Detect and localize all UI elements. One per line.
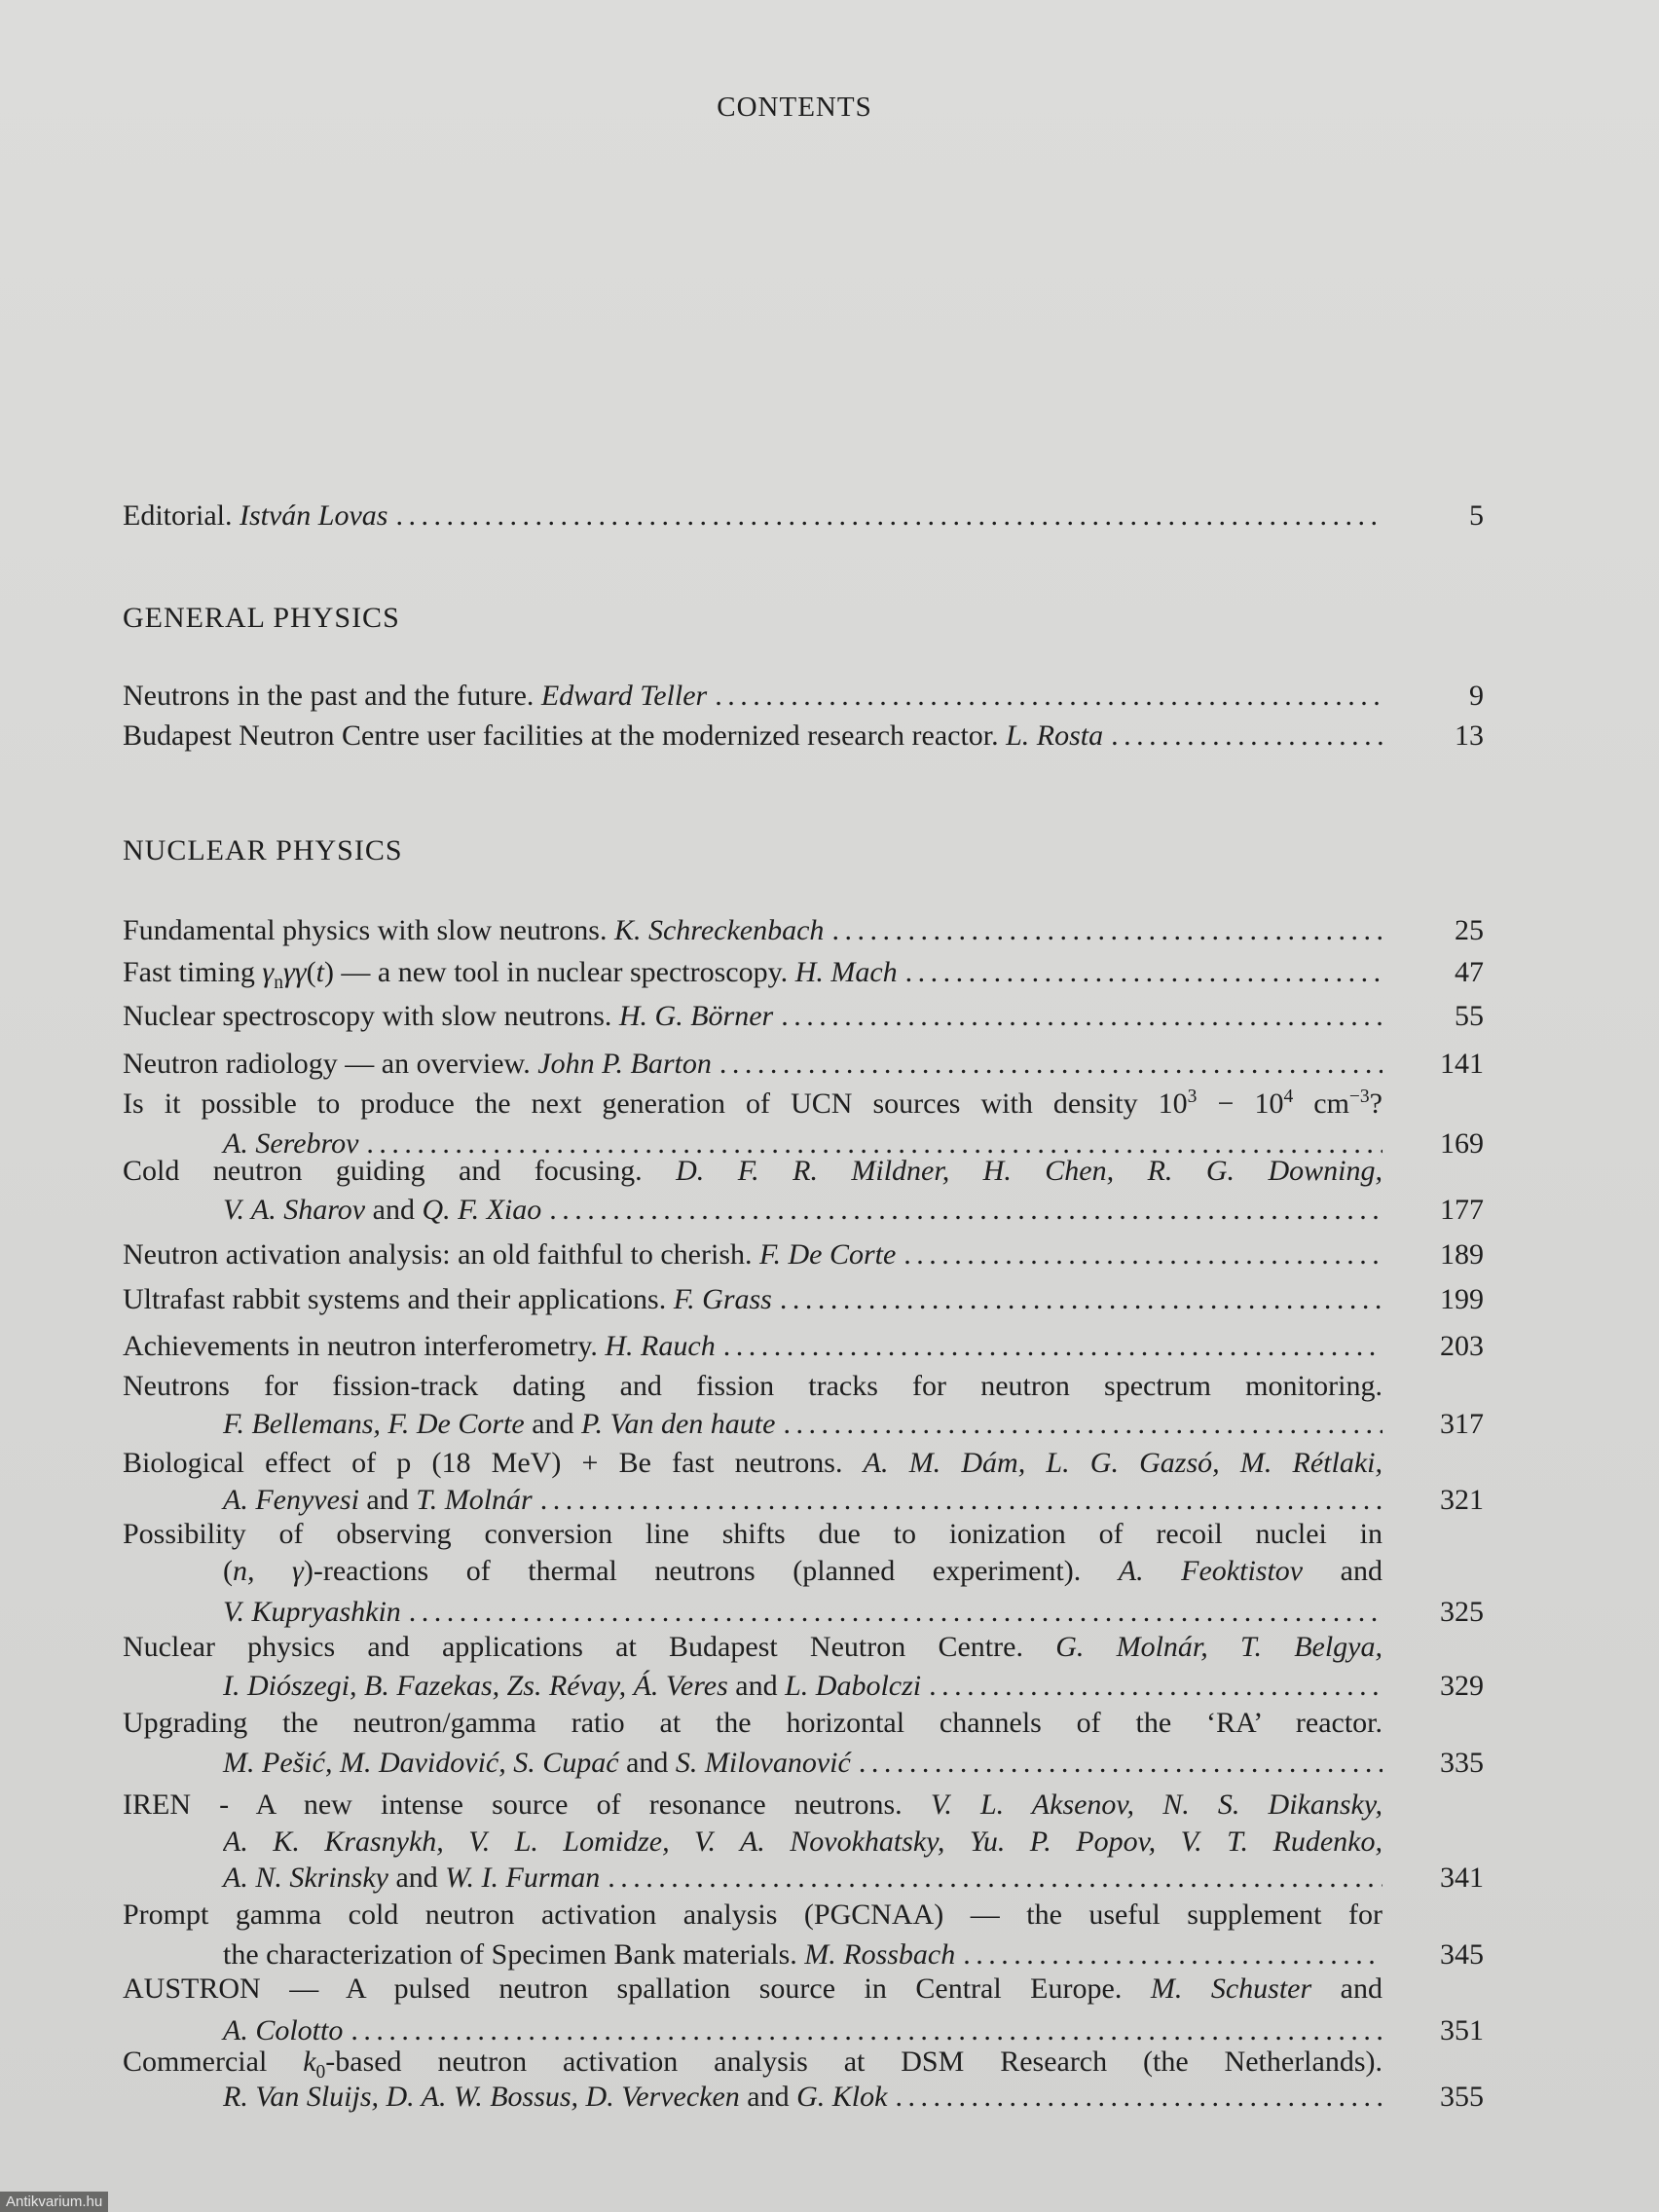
toc-entry-line-with-leader	[223, 1859, 1382, 1898]
entry-italic-text: H. Rauch	[605, 1330, 716, 1362]
entry-text-part: Budapest Neutron Centre user facilities at the modernized research reactor.	[123, 719, 1007, 752]
entry-text-part: Cold neutron guiding and focusing.	[123, 1155, 677, 1187]
dot-leader	[895, 2078, 1382, 2117]
entry-italic-text: I. Diószegi, B. Fazekas, Zs. Révay, Á. Veres	[223, 1670, 728, 1702]
page-number: 317	[1440, 1408, 1484, 1440]
entry-text	[123, 1447, 1382, 1479]
entry-text-part: Neutrons in the past and the future.	[123, 680, 541, 712]
entry-text	[123, 1327, 716, 1366]
dot-leader	[831, 911, 1382, 950]
entry-text	[223, 1744, 851, 1783]
entry-text-part: Nuclear spectroscopy with slow neutrons.	[123, 1000, 619, 1032]
page-number: 341	[1440, 1862, 1484, 1894]
entry-text-part: and	[739, 2081, 797, 2113]
toc-entry-line-with-leader	[223, 1593, 1382, 1632]
entry-italic-text: k	[303, 2046, 316, 2078]
entry-text	[123, 997, 773, 1036]
entry-text-part: Ultrafast rabbit systems and their applications.	[123, 1283, 674, 1315]
entry-text	[123, 1280, 772, 1319]
entry-text-part: 4	[1283, 1087, 1294, 1107]
toc-entry-line-with-leader	[223, 2078, 1382, 2117]
toc-entry-line	[223, 1823, 1382, 1862]
entry-text	[223, 1859, 600, 1898]
entry-text	[123, 953, 898, 992]
page-number: 345	[1440, 1938, 1484, 1971]
dot-leader	[783, 1405, 1382, 1444]
entry-text-part: Prompt gamma cold neutron activation analysis (PGCNAA) — the useful supplement for	[123, 1899, 1382, 1931]
entry-italic-text: A. M. Dám, L. G. Gazsó, M. Rétlaki,	[863, 1447, 1382, 1479]
dot-leader	[859, 1744, 1382, 1783]
page-number: 5	[1469, 499, 1484, 532]
toc-entry-line-with-leader	[223, 1191, 1382, 1230]
page-number: 177	[1440, 1194, 1484, 1226]
entry-text	[123, 2046, 1382, 2082]
toc-entry-line-with-leader	[123, 911, 1382, 950]
dot-leader	[540, 1481, 1382, 1520]
page-number: 47	[1455, 956, 1484, 988]
entry-text-part: Biological effect of p (18 MeV) + Be fast neutrons.	[123, 1447, 864, 1479]
entry-text	[223, 1191, 541, 1230]
entry-text	[223, 1825, 1382, 1858]
page-number: 169	[1440, 1127, 1484, 1160]
dot-leader	[723, 1327, 1382, 1366]
dot-leader	[781, 997, 1382, 1036]
toc-entry-line-with-leader	[123, 1280, 1382, 1319]
entry-italic-text: W. I. Furman	[445, 1862, 601, 1894]
entry-text-part: Fast timing	[123, 956, 263, 988]
dot-leader	[719, 1045, 1382, 1084]
entry-text	[223, 1555, 1382, 1587]
entry-text	[123, 717, 1103, 756]
entry-italic-text: n, γ	[233, 1555, 304, 1587]
entry-text	[223, 2078, 887, 2117]
entry-text	[123, 677, 707, 716]
dot-leader	[409, 1593, 1382, 1632]
entry-italic-text: Edward Teller	[540, 680, 708, 712]
entry-text-part: Is it possible to produce the next generation of UCN sources with density 10	[123, 1088, 1188, 1120]
entry-text-part: Achievements in neutron interferometry.	[123, 1330, 606, 1362]
entry-italic-text: P. Van den haute	[581, 1408, 776, 1440]
entry-italic-text: V. Kupryashkin	[223, 1596, 401, 1628]
page-number: 203	[1440, 1330, 1484, 1362]
entry-italic-text: M. Rossbach	[804, 1938, 956, 1971]
entry-italic-text: S. Milovanović	[675, 1747, 851, 1779]
entry-italic-text: M. Schuster	[1150, 1972, 1312, 2005]
entry-text-part: and	[727, 1670, 786, 1702]
entry-text-part: and	[365, 1194, 423, 1226]
entry-italic-text: A. Feoktistov	[1118, 1555, 1304, 1587]
dot-leader	[905, 953, 1382, 992]
toc-entry-line	[223, 1552, 1382, 1591]
toc-entry-line	[123, 1896, 1382, 1935]
page-number: 351	[1440, 2014, 1484, 2046]
entry-text	[123, 1899, 1382, 1931]
entry-text-part: 3	[1187, 1087, 1198, 1107]
entry-text	[223, 1593, 401, 1632]
toc-entry-line-with-leader	[123, 1045, 1382, 1084]
entry-text-part: (	[306, 956, 316, 988]
entry-text-part: and	[358, 1484, 417, 1516]
entry-text-part: Editorial.	[123, 499, 240, 532]
entry-text-part: the characterization of Specimen Bank materials.	[223, 1938, 805, 1971]
page-number: 335	[1440, 1747, 1484, 1779]
entry-italic-text: R. Van Sluijs, D. A. W. Bossus, D. Vervecken	[223, 2081, 740, 2113]
toc-entry-line-with-leader	[123, 953, 1382, 992]
toc-entry-line	[123, 2043, 1382, 2082]
entry-text-part: Fundamental physics with slow neutrons.	[123, 914, 614, 946]
entry-text-part: Neutron activation analysis: an old faithful to cherish.	[123, 1238, 759, 1271]
dot-leader	[903, 1235, 1382, 1274]
page-number: 55	[1455, 1000, 1484, 1032]
page-number: 13	[1455, 719, 1484, 752]
entry-text	[223, 1667, 921, 1706]
entry-italic-text: γγ	[282, 956, 307, 988]
entry-text	[123, 1518, 1382, 1550]
toc-entry-line-with-leader	[123, 997, 1382, 1036]
entry-italic-text: G. Molnár, T. Belgya,	[1055, 1631, 1382, 1663]
page-number: 321	[1440, 1484, 1484, 1516]
toc-entry-line	[123, 1628, 1382, 1667]
entry-text-part: − 10	[1197, 1088, 1284, 1120]
page-number: 325	[1440, 1596, 1484, 1628]
entry-text-part: -based neutron activation analysis at DSM Research (the Netherlands).	[325, 2046, 1382, 2078]
entry-text	[123, 497, 387, 535]
section-heading-nuclear-physics: NUCLEAR PHYSICS	[123, 834, 403, 866]
entry-italic-text: H. G. Börner	[618, 1000, 774, 1032]
toc-entry-line	[123, 1444, 1382, 1483]
page-title: CONTENTS	[717, 92, 872, 123]
page-number: 141	[1440, 1048, 1484, 1080]
entry-italic-text: A. N. Skrinsky	[223, 1862, 388, 1894]
entry-text	[223, 1936, 955, 1974]
entry-text-part: Commercial	[123, 2046, 304, 2078]
entry-text-part: 0	[315, 2062, 326, 2082]
entry-text	[223, 1405, 775, 1444]
page-number: 355	[1440, 2081, 1484, 2113]
entry-italic-text: L. Dabolczi	[785, 1670, 922, 1702]
entry-text-part: Nuclear physics and applications at Budapest Neutron Centre.	[123, 1631, 1056, 1663]
entry-text-part: Possibility of observing conversion line shifts due to ionization of recoil nuclei in	[123, 1518, 1382, 1550]
entry-italic-text: F. Bellemans, F. De Corte	[223, 1408, 525, 1440]
entry-text	[123, 1045, 712, 1084]
toc-entry-line	[123, 1704, 1382, 1743]
entry-italic-text: John P. Barton	[537, 1048, 712, 1080]
toc-entry-line-with-leader	[223, 1481, 1382, 1520]
entry-italic-text: M. Pešić, M. Davidović, S. Cupać	[223, 1747, 619, 1779]
dot-leader	[963, 1936, 1382, 1974]
entry-text-part: −3	[1348, 1087, 1370, 1107]
entry-italic-text: A. Colotto	[223, 2014, 344, 2046]
entry-italic-text: F. Grass	[673, 1283, 772, 1315]
entry-italic-text: F. De Corte	[759, 1238, 897, 1271]
toc-entry-line	[123, 1152, 1382, 1191]
entry-text-part: ) — a new tool in nuclear spectroscopy.	[323, 956, 795, 988]
entry-text-part: and	[524, 1408, 582, 1440]
entry-text	[223, 1481, 533, 1520]
entry-text-part: Neutrons for fission-track dating and fission tracks for neutron spectrum monitoring.	[123, 1370, 1382, 1402]
toc-entry-line-with-leader	[223, 1405, 1382, 1444]
entry-text	[123, 911, 824, 950]
toc-entry-line	[123, 1515, 1382, 1554]
entry-text-part: ?	[1369, 1088, 1382, 1120]
page-number: 329	[1440, 1670, 1484, 1702]
page-number: 199	[1440, 1283, 1484, 1315]
entry-italic-text: T. Molnár	[416, 1484, 533, 1516]
dot-leader	[1111, 717, 1382, 756]
entry-text-part: cm	[1293, 1088, 1349, 1120]
page-number: 189	[1440, 1238, 1484, 1271]
entry-text-part: n	[274, 973, 283, 993]
page-number: 9	[1469, 680, 1484, 712]
entry-italic-text: t	[315, 956, 324, 988]
toc-entry-line-with-leader	[223, 1667, 1382, 1706]
entry-italic-text: V. A. Sharov	[223, 1194, 366, 1226]
dot-leader	[780, 1280, 1382, 1319]
entry-text-part: IREN - A new intense source of resonance neutrons.	[123, 1788, 931, 1821]
entry-text-part: Upgrading the neutron/gamma ratio at the horizontal channels of the ‘RA’ reactor.	[123, 1707, 1382, 1739]
entry-text	[123, 1707, 1382, 1739]
entry-italic-text: V. L. Aksenov, N. S. Dikansky,	[930, 1788, 1382, 1821]
toc-entry-line-with-leader	[123, 717, 1382, 756]
entry-italic-text: A. K. Krasnykh, V. L. Lomidze, V. A. Novokhatsky, Yu. P. Popov, V. T. Rudenko,	[223, 1825, 1382, 1858]
entry-text-part: AUSTRON — A pulsed neutron spallation source in Central Europe.	[123, 1972, 1151, 2005]
dot-leader	[395, 497, 1382, 535]
entry-text	[123, 1088, 1382, 1120]
toc-entry-line	[123, 1367, 1382, 1406]
page-number: 25	[1455, 914, 1484, 946]
toc-entry-line-with-leader	[123, 497, 1382, 535]
entry-italic-text: István Lovas	[239, 499, 388, 532]
toc-entry-line	[123, 1085, 1382, 1124]
dot-leader	[929, 1667, 1382, 1706]
entry-italic-text: γ	[262, 956, 275, 988]
dot-leader	[549, 1191, 1382, 1230]
section-heading-general-physics: GENERAL PHYSICS	[123, 602, 400, 634]
entry-italic-text: H. Mach	[794, 956, 898, 988]
toc-entry-line-with-leader	[123, 677, 1382, 716]
toc-entry-line-with-leader	[223, 1936, 1382, 1974]
toc-entry-line-with-leader	[223, 1744, 1382, 1783]
entry-text	[123, 1155, 1382, 1187]
entry-text-part: and	[1311, 1972, 1382, 2005]
toc-entry-line-with-leader	[123, 1327, 1382, 1366]
entry-text	[123, 1631, 1382, 1663]
toc-entry-line	[123, 1786, 1382, 1825]
entry-text	[123, 1972, 1382, 2005]
entry-text-part: Neutron radiology — an overview.	[123, 1048, 538, 1080]
entry-italic-text: K. Schreckenbach	[613, 914, 825, 946]
dot-leader	[715, 677, 1382, 716]
entry-italic-text: A. Serebrov	[223, 1127, 359, 1160]
toc-entry-line-with-leader	[123, 1235, 1382, 1274]
toc-entry-line	[123, 1970, 1382, 2009]
entry-text-part: and	[618, 1747, 676, 1779]
entry-text-part: )-reactions of thermal neutrons (planned experiment).	[303, 1555, 1119, 1587]
entry-text-part: and	[1303, 1555, 1382, 1587]
dot-leader	[608, 1859, 1382, 1898]
entry-text	[123, 1235, 896, 1274]
entry-italic-text: D. F. R. Mildner, H. Chen, R. G. Downing,	[676, 1155, 1382, 1187]
entry-text-part: (	[223, 1555, 233, 1587]
entry-text	[123, 1370, 1382, 1402]
entry-italic-text: Q. F. Xiao	[422, 1194, 542, 1226]
entry-text	[123, 1788, 1382, 1821]
entry-italic-text: A. Fenyvesi	[223, 1484, 359, 1516]
watermark: Antikvarium.hu	[0, 2192, 108, 2212]
entry-italic-text: G. Klok	[796, 2081, 888, 2113]
entry-text-part: and	[387, 1862, 446, 1894]
entry-italic-text: L. Rosta	[1006, 719, 1104, 752]
